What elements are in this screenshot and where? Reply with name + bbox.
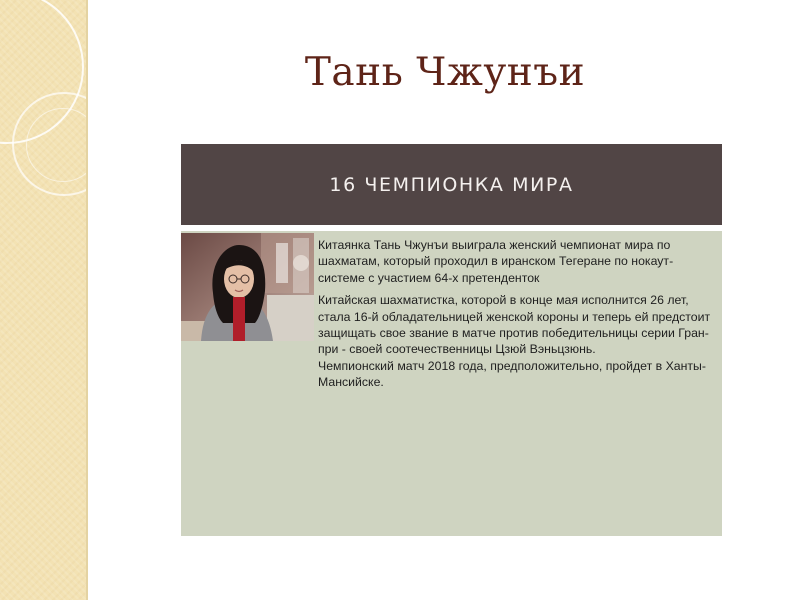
player-photo-image: [181, 233, 314, 341]
article-paragraph: Китаянка Тань Чжунъи выиграла женский чемпионат мира по шахматам, который проходил в иранском Тегеране по нокаут-системе с участием 64-х претенденток: [318, 238, 674, 285]
article-text: [318, 237, 713, 397]
band-edge-divider: [86, 0, 88, 600]
section-header-text: 16 ЧЕМПИОНКА МИРА: [329, 173, 574, 196]
section-header-bar: [181, 144, 722, 225]
player-photo: [181, 233, 314, 341]
article-panel: [181, 231, 722, 536]
article-paragraph: Китайская шахматистка, которой в конце мая исполнится 26 лет, стала 16-й обладательницей женской короны и теперь ей предстоит защищать свое звание в матче против победительницы серии Гран-при - своей соотечественницы Цзюй Вэньцзюнь.: [318, 293, 711, 357]
article-paragraph: Чемпионский матч 2018 года, предположительно, пройдет в Ханты-Мансийске.: [318, 358, 706, 390]
slide-title: Тань Чжунъи: [304, 50, 586, 95]
decorative-side-band: [0, 0, 88, 600]
